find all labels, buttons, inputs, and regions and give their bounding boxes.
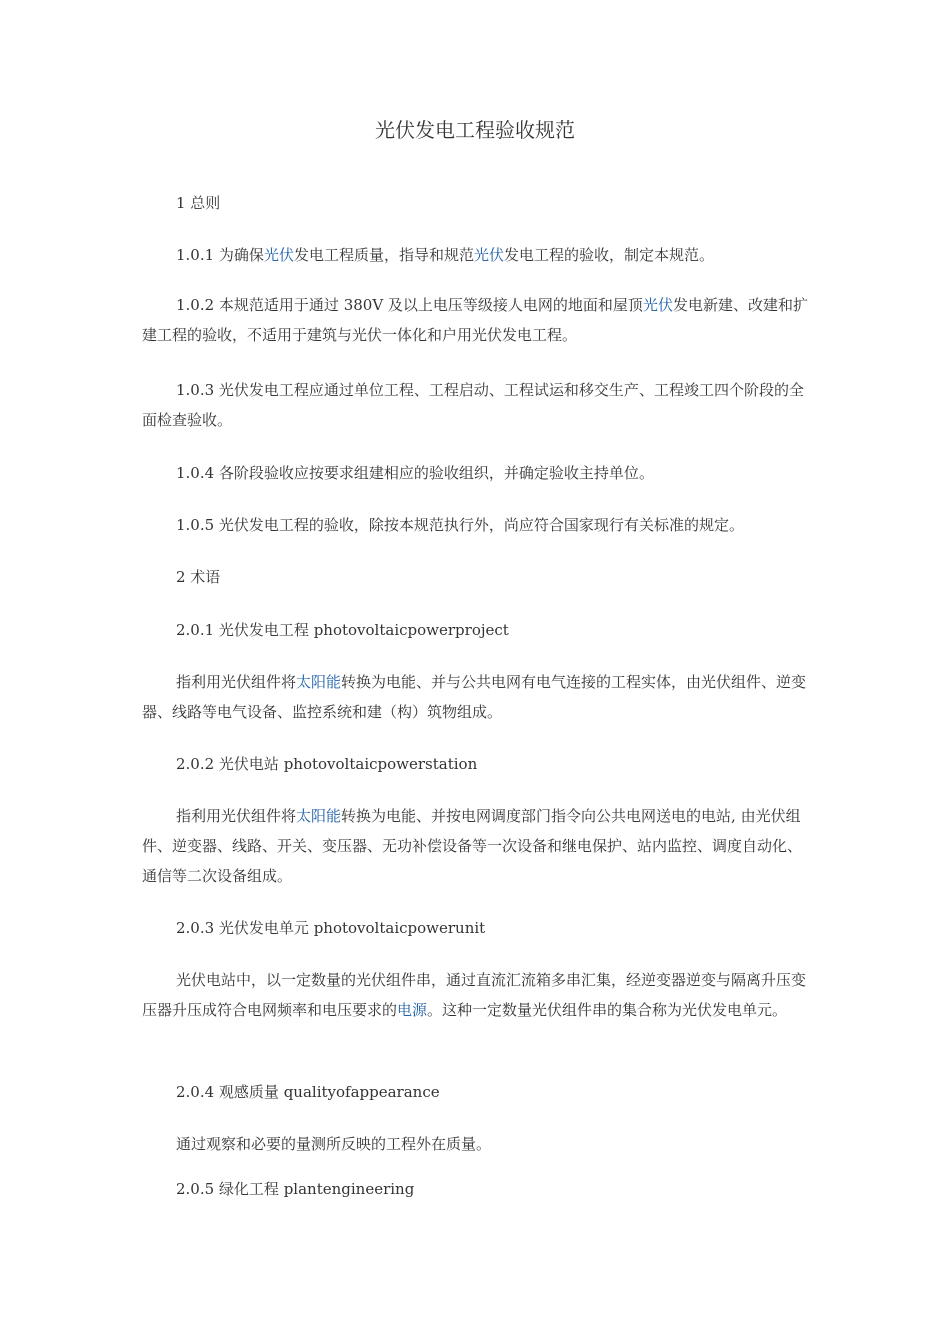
link-photovoltaic[interactable]: 光伏	[642, 296, 673, 314]
link-solar-energy[interactable]: 太阳能	[296, 807, 342, 825]
link-solar-energy[interactable]: 太阳能	[296, 673, 342, 691]
section-heading-terms	[142, 562, 810, 592]
clause-1-0-4	[142, 458, 810, 488]
definition-text: 指利用光伏组件将	[176, 807, 297, 825]
section-heading-general	[142, 188, 810, 218]
link-photovoltaic[interactable]: 光伏	[263, 246, 294, 264]
term-2-0-1-heading	[142, 615, 810, 645]
term-2-0-3-heading	[142, 913, 810, 943]
link-photovoltaic[interactable]: 光伏	[473, 246, 504, 264]
clause-text: 1.0.2 本规范适用于通过 380V 及以上电压等级接人电网的地面和屋顶	[176, 296, 643, 314]
clause-text: 1.0.1 为确保	[176, 246, 264, 264]
clause-1-0-3	[142, 375, 810, 435]
term-2-0-4-definition	[142, 1129, 810, 1159]
definition-text: 光伏电站中，以一定数量的光伏组件串，通过直流汇流箱多串汇集，经逆变器逆变与隔离升压变压器升压成符合电网频率和电压要求的	[142, 971, 807, 1019]
term-heading-text: 2.0.2 光伏电站 photovoltaicpowerstation	[176, 755, 478, 773]
clause-1-0-2	[142, 290, 810, 350]
definition-text: 指利用光伏组件将	[176, 673, 297, 691]
term-2-0-2-heading	[142, 749, 810, 779]
definition-text: 转换为电能、并按电网调度部门指令向公共电网送电的电站, 由光伏组件、逆变器、线路、开关、变压器、无功补偿设备等一次设备和继电保护、站内监控、调度自动化、通信等二次设备组成。	[142, 807, 803, 885]
section-heading-text: 2 术语	[176, 568, 221, 586]
clause-text: 1.0.4 各阶段验收应按要求组建相应的验收组织，并确定验收主持单位。	[176, 464, 654, 482]
definition-text: 。这种一定数量光伏组件串的集合称为光伏发电单元。	[427, 1001, 788, 1019]
term-2-0-3-definition	[142, 965, 810, 1025]
clause-text: 1.0.3 光伏发电工程应通过单位工程、工程启动、工程试运和移交生产、工程竣工四个阶段的全面检查验收。	[142, 381, 804, 429]
clause-text: 发电工程的验收，制定本规范。	[503, 246, 714, 264]
term-2-0-2-definition	[142, 801, 810, 891]
term-heading-text: 2.0.4 观感质量 qualityofappearance	[176, 1083, 440, 1101]
definition-text: 转换为电能、并与公共电网有电气连接的工程实体，由光伏组件、逆变器、线路等电气设备、监控系统和建（构）筑物组成。	[142, 673, 807, 721]
term-2-0-1-definition	[142, 667, 810, 727]
clause-text: 1.0.5 光伏发电工程的验收，除按本规范执行外，尚应符合国家现行有关标准的规定。	[176, 516, 744, 534]
clause-text: 发电工程质量，指导和规范	[293, 246, 474, 264]
definition-text: 通过观察和必要的量测所反映的工程外在质量。	[176, 1135, 492, 1153]
clause-text: 发电新建、改建和扩建工程的验收，不适用于建筑与光伏一体化和户用光伏发电工程。	[142, 296, 808, 344]
link-power-source[interactable]: 电源	[397, 1001, 428, 1019]
term-2-0-5-heading	[142, 1174, 810, 1204]
document-title: 光伏发电工程验收规范	[375, 118, 575, 142]
term-2-0-4-heading	[142, 1077, 810, 1107]
clause-1-0-1	[142, 240, 810, 270]
term-heading-text: 2.0.1 光伏发电工程 photovoltaicpowerproject	[176, 621, 509, 639]
clause-1-0-5	[142, 510, 810, 540]
term-heading-text: 2.0.3 光伏发电单元 photovoltaicpowerunit	[176, 919, 486, 937]
section-heading-text: 1 总则	[176, 194, 221, 212]
term-heading-text: 2.0.5 绿化工程 plantengineering	[176, 1180, 415, 1198]
